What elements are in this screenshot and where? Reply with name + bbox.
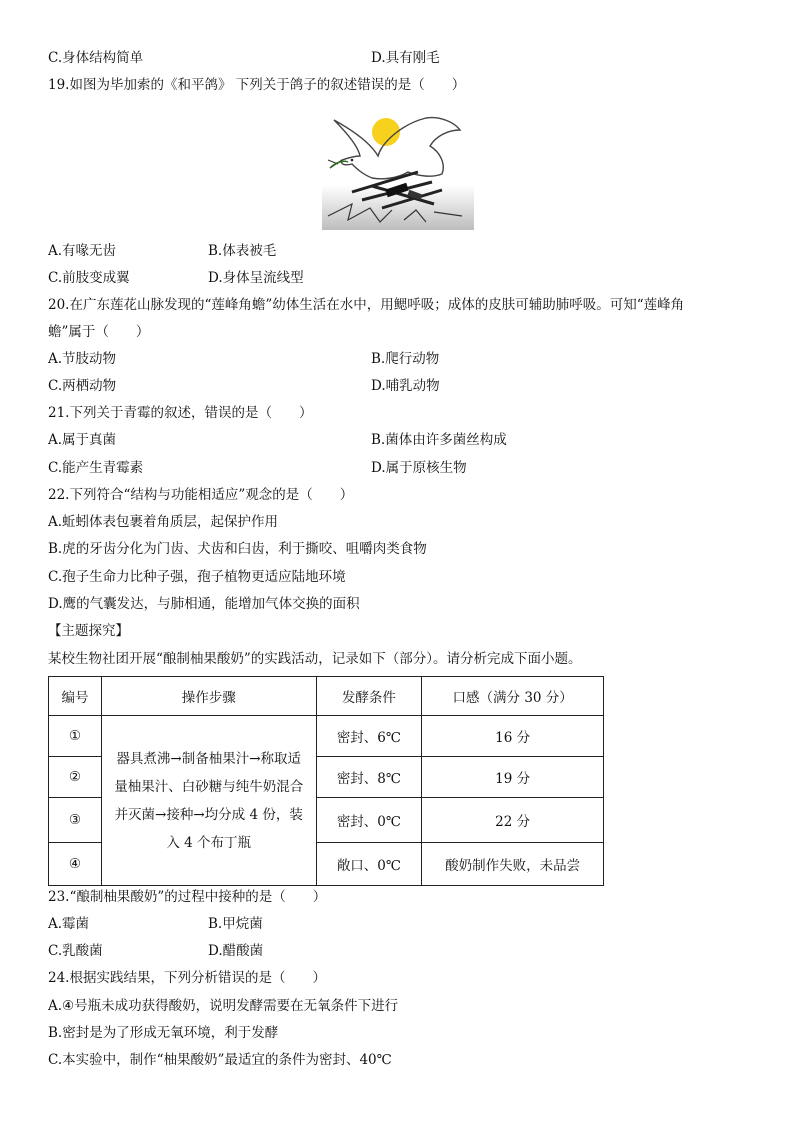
q23-option-b: B.甲烷菌 <box>208 916 263 932</box>
row-condition: 密封、8℃ <box>316 757 422 798</box>
dove-drawing <box>322 112 474 230</box>
q20-option-c: C.两栖动物 <box>48 378 117 394</box>
q18-option-d: D.具有刚毛 <box>371 50 440 66</box>
header-number: 编号 <box>49 677 102 716</box>
q23-option-c: C.乳酸菌 <box>48 943 103 959</box>
q20-stem-line2: 蟾”属于（ ） <box>48 324 150 340</box>
header-taste: 口感（满分 30 分） <box>422 677 604 716</box>
q21-option-d: D.属于原核生物 <box>371 460 467 476</box>
steps-line: 器具煮沸→制备柚果汁→称取适 <box>116 750 302 767</box>
row-number: ① <box>49 716 102 757</box>
experiment-table <box>48 676 604 886</box>
q22-option-a: A.蚯蚓体表包裹着角质层，起保护作用 <box>48 514 279 530</box>
q24-option-a: A.④号瓶未成功获得酸奶，说明发酵需要在无氧条件下进行 <box>48 998 399 1014</box>
q23-stem: 23.“酿制柚果酸奶”的过程中接种的是（ ） <box>48 889 327 905</box>
section-intro: 某校生物社团开展“酿制柚果酸奶”的实践活动，记录如下（部分）。请分析完成下面小题。 <box>48 651 582 667</box>
table-row <box>49 716 604 757</box>
q19-stem: 19.如图为毕加索的《和平鸽》 下列关于鸽子的叙述错误的是（ ） <box>48 77 466 93</box>
row-number: ④ <box>49 843 102 886</box>
q23-option-a: A.霉菌 <box>48 916 90 932</box>
table-header-row <box>49 677 604 716</box>
row-condition: 密封、6℃ <box>316 716 422 757</box>
row-taste: 22 分 <box>422 798 604 843</box>
row-number: ② <box>49 757 102 798</box>
steps-line: 并灭菌→接种→均分成 4 份，装 <box>114 806 303 823</box>
q24-option-c: C.本实验中，制作“柚果酸奶”最适宜的条件为密封、40℃ <box>48 1052 392 1068</box>
q22-stem: 22.下列符合“结构与功能相适应”观念的是（ ） <box>48 487 354 503</box>
row-condition: 敞口、0℃ <box>316 843 422 886</box>
header-steps: 操作步骤 <box>101 677 316 716</box>
q21-stem: 21.下列关于青霉的叙述，错误的是（ ） <box>48 405 313 421</box>
q20-option-a: A.节肢动物 <box>48 351 117 367</box>
q19-option-d: D.身体呈流线型 <box>208 270 304 286</box>
steps-line: 量柚果汁、白砂糖与纯牛奶混合 <box>114 778 304 795</box>
section-title: 【主题探究】 <box>48 623 129 639</box>
q22-option-c: C.孢子生命力比种子强，孢子植物更适应陆地环境 <box>48 569 346 585</box>
q19-option-c: C.前肢变成翼 <box>48 270 130 286</box>
operation-steps-cell <box>101 716 316 886</box>
steps-line: 入 4 个布丁瓶 <box>166 834 252 851</box>
row-condition: 密封、0℃ <box>316 798 422 843</box>
q24-stem: 24.根据实践结果，下列分析错误的是（ ） <box>48 970 326 986</box>
q19-option-b: B.体表被毛 <box>208 243 277 259</box>
row-taste: 16 分 <box>422 716 604 757</box>
picasso-dove-image <box>322 112 474 230</box>
q21-option-c: C.能产生青霉素 <box>48 460 144 476</box>
q21-option-a: A.属于真菌 <box>48 432 117 448</box>
row-taste: 19 分 <box>422 757 604 798</box>
q19-option-a: A.有喙无齿 <box>48 243 117 259</box>
q20-option-b: B.爬行动物 <box>371 351 440 367</box>
q20-stem-line1: 20.在广东莲花山脉发现的“莲峰角蟾”幼体生活在水中，用鳃呼吸；成体的皮肤可辅助肺呼吸。可知“莲峰角 <box>48 297 685 313</box>
q23-option-d: D.醋酸菌 <box>208 943 264 959</box>
q21-option-b: B.菌体由许多菌丝构成 <box>371 432 507 448</box>
q22-option-d: D.鹰的气囊发达，与肺相通，能增加气体交换的面积 <box>48 596 360 612</box>
row-number: ③ <box>49 798 102 843</box>
q22-option-b: B.虎的牙齿分化为门齿、犬齿和臼齿，利于撕咬、咀嚼肉类食物 <box>48 541 427 557</box>
q20-option-d: D.哺乳动物 <box>371 378 440 394</box>
q24-option-b: B.密封是为了形成无氧环境，利于发酵 <box>48 1025 279 1041</box>
header-condition: 发酵条件 <box>316 677 422 716</box>
row-taste: 酸奶制作失败，未品尝 <box>422 843 604 886</box>
q18-option-c: C.身体结构简单 <box>48 50 144 66</box>
